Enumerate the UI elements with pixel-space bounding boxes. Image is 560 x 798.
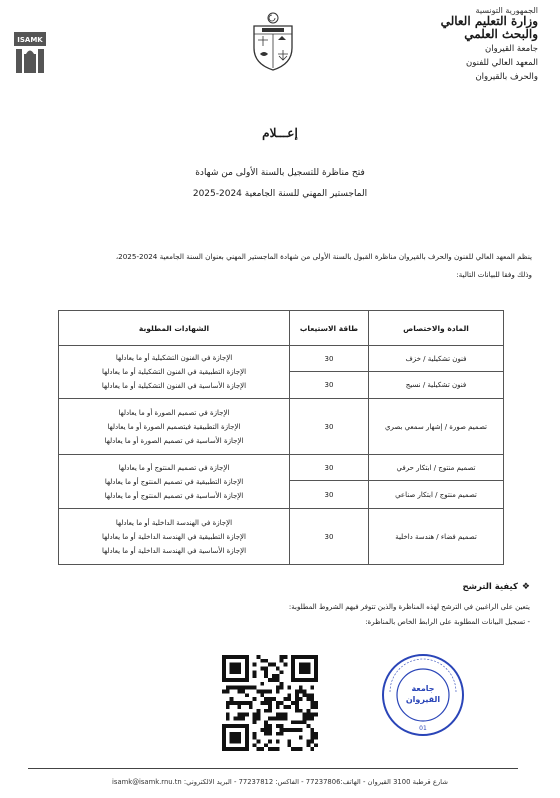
certificate-line: الإجازة الأساسية في الفنون التشكيلية أو ما يعادلها [101, 382, 247, 390]
header-capacity: طاقة الاستيعاب [290, 311, 369, 346]
header-certificates: الشهادات المطلوبة [59, 311, 290, 346]
requirements-table [58, 310, 504, 565]
certificate-line: الإجازة التطبيقية في الفنون التشكيلية أو ما يعادلها [101, 368, 247, 376]
intro-paragraph-line-2: وذلك وفقا للبيانات التالية: [456, 270, 532, 279]
certificate-line: الإجازة التطبيقية في الهندسة الداخلية أو ما يعادلها [102, 532, 246, 541]
republic-label: الجمهورية التونسية [475, 6, 538, 15]
capacity-cell: 30 [290, 509, 369, 565]
section-paragraph-2: - تسجيل البيانات المطلوبة على الرابط الخاص بالمناظرة: [365, 618, 530, 626]
certificate-line: الإجازة التطبيقية فيتصميم الصورة أو ما يعادلها [107, 422, 241, 431]
announcement-subtitle-2: الماجستير المهني للسنة الجامعية 2024-2025 [192, 189, 368, 199]
specialty-cell: تصميم فضاء / هندسة داخلية [369, 509, 504, 565]
certificates-cell [59, 346, 290, 399]
certificate-line: الإجازة التطبيقية في تصميم المنتوج أو ما يعادلها [104, 477, 244, 486]
logo-text: ISAMK [17, 36, 43, 44]
stamp-line-2: القيروان [405, 695, 441, 704]
specialty-cell: تصميم صورة / إشهار سمعي بصري [369, 399, 504, 455]
official-stamp-icon [380, 652, 466, 738]
table-header-row [59, 311, 504, 346]
intro-paragraph-line-1: ينظم المعهد العالي للفنون والحرف بالقيروان مناظرة القبول بالسنة الأولى من شهادة الماجستير المهني بعنوان السنة الجامعية 2024-2025، [115, 252, 532, 261]
section-heading [462, 582, 530, 592]
section-paragraph-1: يتعين على الراغبين في الترشح لهذه المناظرة والذين تتوفر فيهم الشروط المطلوبة: [288, 603, 530, 611]
capacity-cell: 30 [290, 455, 369, 481]
certificate-line: الإجازة الأساسية في الهندسة الداخلية أو ما يعادلها [101, 546, 247, 555]
certificate-line: الإجازة الأساسية في تصميم المنتوج أو ما يعادلها [104, 491, 244, 500]
isamk-logo-icon [12, 30, 48, 76]
capacity-cell: 30 [290, 399, 369, 455]
table-row [59, 509, 504, 565]
header-institution-block [388, 6, 538, 83]
specialty-cell: تصميم منتوج / ابتكار صناعي [369, 481, 504, 509]
table-row [59, 455, 504, 481]
section-title: كيفية الترشح [462, 582, 518, 592]
ministry-line-2: والبحث العلمي [464, 27, 538, 41]
specialty-cell: فنون تشكيلية / نسيج [369, 372, 504, 399]
certificate-line: الإجازة في تصميم المنتوج أو ما يعادلها [118, 463, 230, 472]
capacity-cell: 30 [290, 372, 369, 399]
capacity-cell: 30 [290, 346, 369, 372]
certificates-cell [59, 399, 290, 455]
announcement-subtitle-1: فتح مناظرة للتسجيل بالسنة الأولى من شهادة [195, 168, 365, 178]
stamp-line-1: جامعة [411, 684, 435, 693]
certificates-cell [59, 455, 290, 509]
footer-divider [28, 768, 518, 769]
specialty-cell: تصميم منتوج / ابتكار حرفي [369, 455, 504, 481]
qr-code-icon[interactable] [222, 655, 318, 751]
stamp-number: 01 [419, 725, 427, 732]
footer-contact: شارع قرطبة 3100 القيروان - الهاتف:77237806 - الفاكس: 77237812 - البريد الالكتروني: isamk@isamk.rnu.tn [112, 778, 448, 786]
specialty-cell: فنون تشكيلية / خزف [369, 346, 504, 372]
diamond-bullet-icon: ❖ [521, 582, 530, 592]
institute-line-1: المعهد العالي للفنون [466, 58, 538, 68]
table-row [59, 346, 504, 372]
institute-line-2: والحرف بالقيروان [475, 72, 538, 82]
certificate-line: الإجازة في الفنون التشكيلية أو ما يعادلها [115, 354, 233, 362]
ministry-line-1: وزارة التعليم العالي [440, 14, 538, 28]
university-name: جامعة القيروان [485, 44, 538, 54]
certificate-line: الإجازة في الهندسة الداخلية أو ما يعادلها [115, 518, 233, 527]
certificate-line: الإجازة الأساسية في تصميم الصورة أو ما يعادلها [104, 436, 244, 445]
announcement-title: إعـــلام [262, 126, 298, 140]
header-specialty: المادة والاختصاص [369, 311, 504, 346]
capacity-cell: 30 [290, 481, 369, 509]
table-row [59, 399, 504, 455]
coat-of-arms-icon [248, 10, 298, 72]
certificate-line: الإجازة في تصميم الصورة أو ما يعادلها [118, 408, 230, 417]
certificates-cell [59, 509, 290, 565]
